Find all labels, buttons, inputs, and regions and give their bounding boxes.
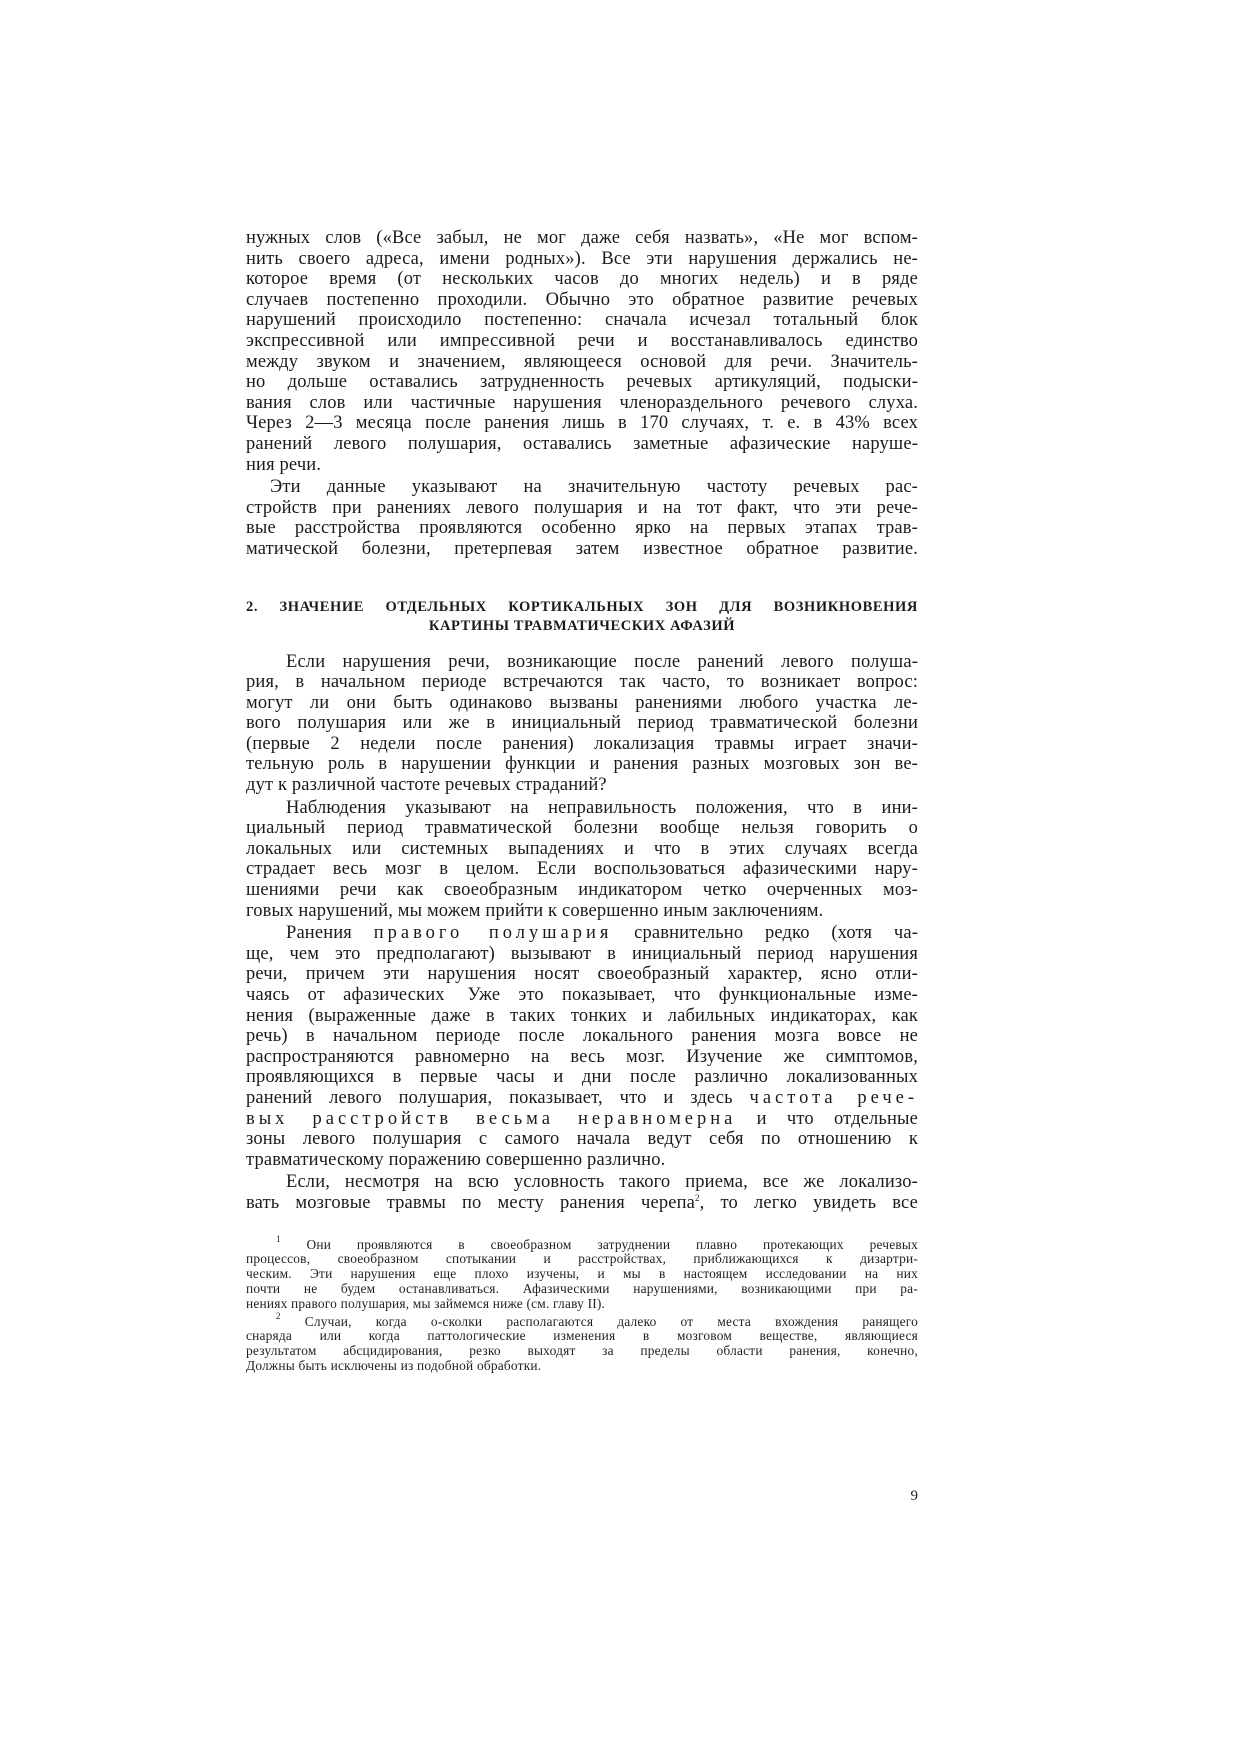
text-line: дут к различной частоте речевых страданий? bbox=[246, 775, 607, 796]
text-run: вать мозговые травмы по месту ранения черепа bbox=[246, 1192, 696, 1213]
text-line: случаев постепенно проходили. Обычно это обратное развитие речевых bbox=[246, 289, 918, 310]
paragraph bbox=[246, 477, 918, 559]
text-line bbox=[246, 923, 918, 944]
paragraph bbox=[246, 798, 918, 922]
text-run: сравнительно редко (хотя ча- bbox=[612, 923, 919, 944]
text-line bbox=[246, 1193, 918, 1214]
paragraph bbox=[246, 228, 918, 475]
emphasis-spaced-text: вых расстройств весьма неравномерна bbox=[246, 1108, 737, 1129]
text-line: нить своего адреса, имени родных»). Все эти нарушения держались не- bbox=[246, 248, 918, 269]
text-line: стройств при ранениях левого полушария и на тот факт, что эти рече- bbox=[246, 497, 918, 518]
emphasis-spaced-text: правого полушария bbox=[373, 923, 613, 944]
text-line: циальный период травматической болезни вообще нельзя говорить о bbox=[246, 818, 918, 839]
text-line: речи, причем эти нарушения носят своеобразный характер, ясно отли- bbox=[246, 964, 918, 985]
text-run: , то легко увидеть все bbox=[699, 1192, 918, 1213]
footnote-line: ческим. Эти нарушения еще плохо изучены, и мы в настоящем исследовании на них bbox=[246, 1266, 918, 1282]
footnotes bbox=[246, 1233, 918, 1374]
text-line: ния речи. bbox=[246, 454, 322, 475]
text-run: ранений левого полушария, показывает, что и здесь bbox=[246, 1087, 750, 1108]
text-line: могут ли они быть одинаково вызваны ранениями любого участка ле- bbox=[246, 692, 918, 713]
footnote-2 bbox=[246, 1310, 918, 1374]
text-line: ще, чем это предполагают) вызывают в инициальный период нарушения bbox=[246, 943, 918, 964]
text-line: Если, несмотря на всю условность такого приема, все же локализо- bbox=[286, 1172, 918, 1193]
section-title-part-1: ЗНАЧЕНИЕ ОТДЕЛЬНЫХ КОРТИКАЛЬНЫХ ЗОН ДЛЯ ВОЗНИКНОВЕНИЯ bbox=[279, 598, 918, 615]
text-run: Уже это показывает, что функциональные изме- bbox=[449, 985, 918, 1005]
paragraph bbox=[246, 652, 918, 796]
text-line: зоны левого полушария с самого начала ведут себя по отношению к bbox=[246, 1129, 918, 1150]
text-line: страдает весь мозг в целом. Если воспользоваться афазическими нару- bbox=[246, 859, 918, 880]
text-line: Через 2—3 месяца после ранения лишь в 170 случаях, т. е. в 43% всех bbox=[246, 413, 918, 434]
text-line: нужных слов («Все забыл, не мог даже себя назвать», «Не мог вспом- bbox=[246, 228, 918, 248]
text-line: Наблюдения указывают на неправильность положения, что в ини- bbox=[286, 797, 918, 818]
footnote-line: снаряда или когда паттологические изменения в мозговом веществе, являющиеся bbox=[246, 1328, 918, 1344]
text-line: матической болезни, претерпевая затем известное обратное развитие. bbox=[246, 538, 918, 559]
footnote-ref-2[interactable]: 2 bbox=[695, 1192, 700, 1203]
text-line: говых нарушений, мы можем прийти к совершенно иным заключениям. bbox=[246, 900, 824, 921]
text-line: Если нарушения речи, возникающие после ранений левого полуша- bbox=[286, 651, 918, 672]
text-line: но дольше оставались затрудненность речевых артикуляций, подыски- bbox=[246, 372, 918, 393]
section-heading bbox=[246, 598, 918, 636]
footnote-line: нениях правого полушария, мы займемся ниже (см. главу II). bbox=[246, 1295, 606, 1311]
footnote-line: результатом абсцидирования, резко выходят за пределы области ранения, конечно, bbox=[246, 1343, 918, 1359]
paragraph bbox=[246, 923, 918, 1170]
footnote-line: Должны быть исключены из подобной обработки. bbox=[246, 1357, 542, 1373]
footnote-line bbox=[246, 1310, 918, 1330]
text-line bbox=[246, 1109, 918, 1130]
text-run: и что отдельные bbox=[736, 1108, 918, 1129]
section-number: 2. bbox=[246, 598, 259, 615]
text-line: локальных или системных выпадениях и что в этих случаях всегда bbox=[246, 838, 918, 859]
page-number: 9 bbox=[910, 1488, 918, 1504]
footnote-line bbox=[246, 1233, 918, 1253]
document-page bbox=[246, 228, 918, 1377]
text-line: вые расстройства проявляются особенно ярко на первых этапах трав- bbox=[246, 518, 918, 539]
footnote-marker: 1 bbox=[276, 1233, 281, 1244]
text-run: чаясь от афазических bbox=[246, 985, 445, 1005]
text-line: травматическому поражению совершенно различно. bbox=[246, 1149, 666, 1170]
section-title-part-2: КАРТИНЫ ТРАВМАТИЧЕСКИХ АФАЗИЙ bbox=[428, 617, 736, 634]
footnote-line: почти не будем останавливаться. Афазическими нарушениями, возникающими при ра- bbox=[246, 1280, 918, 1296]
text-line: ранений левого полушария, оставались заметные афазические наруше- bbox=[246, 433, 918, 454]
text-line: проявляющихся в первые часы и дни после различно локализованных bbox=[246, 1067, 918, 1088]
text-line: рия, в начальном периоде встречаются так часто, то возникает вопрос: bbox=[246, 672, 918, 693]
text-line: экспрессивной или импрессивной речи и восстанавливалось единство bbox=[246, 330, 918, 351]
footnote-line: процессов, своеобразном спотыкании и расстройствах, приближающихся к дизартри- bbox=[246, 1251, 918, 1267]
text-line: распространяются равномерно на весь мозг. Изучение же симптомов, bbox=[246, 1046, 918, 1067]
text-run: Ранения bbox=[286, 923, 374, 944]
paragraph bbox=[246, 1172, 918, 1213]
text-line: вого полушария или же в инициальный период травматической болезни bbox=[246, 713, 918, 734]
text-run: Они проявляются в своеобразном затруднении плавно протекающих речевых bbox=[306, 1236, 918, 1252]
text-run: Случаи, когда о-сколки располагаются далеко от места вхождения ранящего bbox=[304, 1313, 918, 1329]
text-line: Эти данные указывают на значительную частоту речевых рас- bbox=[270, 477, 918, 498]
emphasis-spaced-text: частота рече- bbox=[749, 1087, 919, 1108]
text-line: нения (выраженные даже в таких тонких и лабильных индикаторах, как bbox=[246, 1005, 918, 1026]
text-line: между звуком и значением, являющееся основой для речи. Значитель- bbox=[246, 351, 918, 372]
text-line: речь) в начальном периоде после локального ранения мозга вовсе не bbox=[246, 1026, 918, 1047]
section-heading-line-1 bbox=[246, 598, 918, 617]
text-line: тельную роль в нарушении функции и ранения разных мозговых зон ве- bbox=[246, 754, 918, 775]
text-line: вания слов или частичные нарушения членораздельного речевого слуха. bbox=[246, 392, 918, 413]
text-line: которое время (от нескольких часов до многих недель) и в ряде bbox=[246, 269, 918, 290]
text-line bbox=[246, 1088, 918, 1109]
footnote-ref-1[interactable]: 1 bbox=[444, 985, 450, 995]
text-line: шениями речи как своеобразным индикатором четко очерченных моз- bbox=[246, 880, 918, 901]
footnote-marker: 2 bbox=[276, 1310, 281, 1321]
text-line: (первые 2 недели после ранения) локализация травмы играет значи- bbox=[246, 733, 918, 754]
text-line: нарушений происходило постепенно: сначала исчезал тотальный блок bbox=[246, 310, 918, 331]
footnote-1 bbox=[246, 1233, 918, 1312]
text-line bbox=[246, 985, 918, 1006]
